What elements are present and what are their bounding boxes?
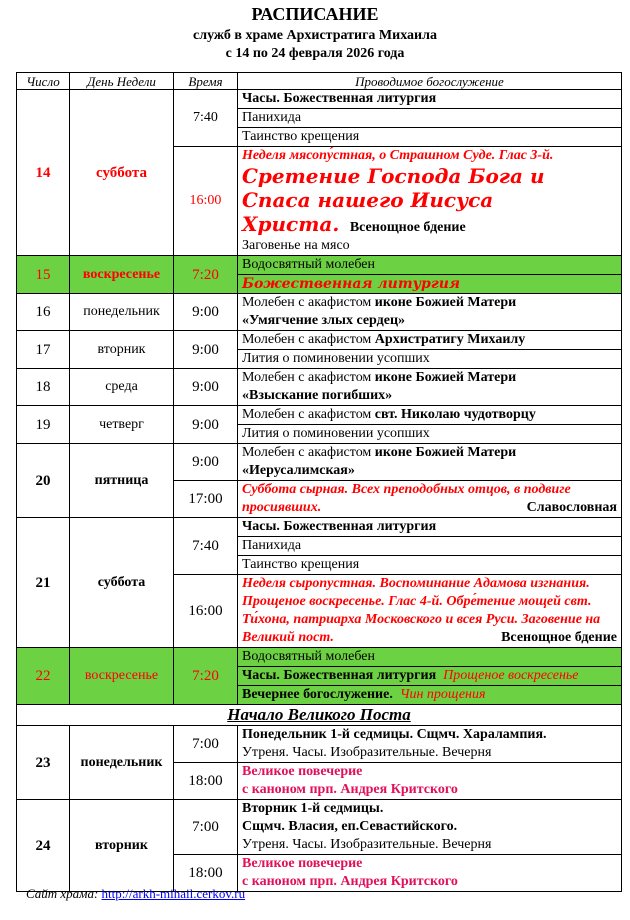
column-header-service: Проводимое богослужение bbox=[238, 73, 622, 90]
date-cell: 21 bbox=[17, 518, 70, 648]
service-feast-note: Прощеное воскресенье bbox=[443, 668, 579, 683]
service-text: с каноном прп. Андрея Критского bbox=[242, 782, 458, 797]
service-cell bbox=[238, 147, 622, 238]
time-cell: 9:00 bbox=[174, 406, 238, 444]
service-text: Вторник 1-й седмицы. bbox=[242, 801, 384, 816]
service-text: Великое повечерие bbox=[242, 764, 363, 779]
service-cell bbox=[238, 444, 622, 481]
time-cell: 9:00 bbox=[174, 294, 238, 331]
schedule-table bbox=[16, 72, 622, 892]
service-vigil: Всенощное бдение bbox=[501, 630, 617, 645]
date-cell: 22 bbox=[17, 648, 70, 705]
service-cell bbox=[238, 667, 622, 686]
service-cell: Водосвятный молебен bbox=[238, 256, 622, 275]
service-text: Молебен с акафистом bbox=[242, 332, 375, 347]
service-cell: Водосвятный молебен bbox=[238, 648, 622, 667]
date-cell: 20 bbox=[17, 444, 70, 518]
service-cell bbox=[238, 294, 622, 331]
time-cell: 7:20 bbox=[174, 256, 238, 294]
service-text: Молебен с акафистом bbox=[242, 407, 375, 422]
service-cell: Таинство крещения bbox=[238, 556, 622, 575]
service-text: Сщмч. Власия, еп.Севастийского. bbox=[242, 819, 458, 834]
service-text: Молебен с акафистом bbox=[242, 445, 375, 460]
table-header-row bbox=[17, 73, 622, 90]
service-cell: Панихида bbox=[238, 537, 622, 556]
service-text: Понедельник 1-й седмицы. Сщмч. Харалампия. bbox=[242, 727, 547, 742]
date-cell: 17 bbox=[17, 331, 70, 369]
table-row bbox=[17, 369, 622, 406]
date-range: с 14 по 24 февраля 2026 года bbox=[225, 46, 405, 61]
date-cell: 19 bbox=[17, 406, 70, 444]
date-cell: 24 bbox=[17, 800, 70, 892]
service-feast-note: Чин прощения bbox=[399, 687, 486, 702]
table-row bbox=[17, 294, 622, 331]
service-feast-note: Неделя мясопу́стная, о Страшном Суде. Глас 3-й. bbox=[242, 148, 554, 163]
weekday-cell: суббота bbox=[70, 90, 174, 256]
time-cell: 17:00 bbox=[174, 481, 238, 518]
time-cell: 7:00 bbox=[174, 800, 238, 855]
time-cell: 7:40 bbox=[174, 90, 238, 147]
service-cell bbox=[238, 331, 622, 350]
weekday-cell: четверг bbox=[70, 406, 174, 444]
weekday-cell: понедельник bbox=[70, 726, 174, 800]
weekday-cell: суббота bbox=[70, 518, 174, 648]
service-cell: Панихида bbox=[238, 109, 622, 128]
service-cell: Заговенье на мясо bbox=[238, 237, 622, 256]
service-cell: Божественная литургия bbox=[238, 275, 622, 294]
service-text: Великое повечерие bbox=[242, 856, 363, 871]
service-cell bbox=[238, 369, 622, 406]
time-cell: 7:40 bbox=[174, 518, 238, 575]
service-text: Часы. Божественная литургия bbox=[242, 668, 437, 683]
service-cell: Часы. Божественная литургия bbox=[238, 518, 622, 537]
page-title: РАСПИСАНИЕ bbox=[251, 4, 379, 24]
service-cell bbox=[238, 800, 622, 855]
service-dedication: Архистратигу Михаилу bbox=[374, 332, 526, 347]
table-row bbox=[17, 800, 622, 855]
weekday-cell: пятница bbox=[70, 444, 174, 518]
service-feast-note: Суббота сырная. Всех преподобных отцов, в подвиге просиявших. bbox=[242, 482, 571, 515]
service-dedication: иконе Божией Матери bbox=[374, 295, 517, 310]
time-cell: 16:00 bbox=[174, 147, 238, 256]
column-header-time: Время bbox=[174, 73, 238, 90]
service-cell bbox=[238, 726, 622, 763]
service-cell bbox=[238, 686, 622, 705]
service-dedication: иконе Божией Матери bbox=[374, 370, 517, 385]
weekday-cell: понедельник bbox=[70, 294, 174, 331]
service-text: Вечернее богослужение. bbox=[242, 687, 393, 702]
date-cell: 15 bbox=[17, 256, 70, 294]
service-cell: Таинство крещения bbox=[238, 128, 622, 147]
weekday-cell: воскресенье bbox=[70, 256, 174, 294]
service-cell bbox=[238, 406, 622, 425]
column-header-weekday: День Недели bbox=[70, 73, 174, 90]
service-text: Молебен с акафистом bbox=[242, 370, 375, 385]
icon-name: «Иерусалимская» bbox=[242, 463, 355, 478]
table-row bbox=[17, 331, 622, 350]
footer-label: Сайт храма: bbox=[26, 886, 99, 901]
service-vigil: Всенощное бдение bbox=[349, 220, 466, 235]
service-dedication: иконе Божией Матери bbox=[374, 445, 517, 460]
date-cell: 23 bbox=[17, 726, 70, 800]
date-cell: 16 bbox=[17, 294, 70, 331]
weekday-cell: среда bbox=[70, 369, 174, 406]
service-cell: Лития о поминовении усопших bbox=[238, 425, 622, 444]
service-text: с каноном прп. Андрея Критского bbox=[242, 874, 458, 889]
service-text: Молебен с акафистом bbox=[242, 295, 375, 310]
time-cell: 18:00 bbox=[174, 763, 238, 800]
time-cell: 9:00 bbox=[174, 331, 238, 369]
table-row bbox=[17, 90, 622, 109]
table-row bbox=[17, 406, 622, 425]
website-link[interactable]: http://arkh-mihail.cerkov.ru bbox=[101, 886, 246, 901]
service-text: Утреня. Часы. Изобразительные. Вечерня bbox=[242, 837, 492, 852]
time-cell: 7:00 bbox=[174, 726, 238, 763]
service-cell: Лития о поминовении усопших bbox=[238, 350, 622, 369]
weekday-cell: воскресенье bbox=[70, 648, 174, 705]
table-row bbox=[17, 648, 622, 667]
service-cell bbox=[238, 855, 622, 892]
time-cell: 9:00 bbox=[174, 444, 238, 481]
time-cell: 7:20 bbox=[174, 648, 238, 705]
table-row bbox=[17, 518, 622, 537]
service-cell bbox=[238, 763, 622, 800]
service-feast-note: Неделя сыропустная. Воспоминание Адамова изгнания. Прощеное воскресенье. Глас 4-й. Обре́тение мощей свт. Ти́хона, патриарха Московского и всея Руси. Заговение на Великий пост. bbox=[242, 576, 601, 645]
service-feast-title: Сретение Господа Бога и Спаса нашего Иисуса Христа. bbox=[242, 164, 545, 236]
page-subtitle: служб в храме Архистратига Михаила bbox=[193, 28, 437, 43]
time-cell: 16:00 bbox=[174, 575, 238, 648]
column-header-date: Число bbox=[17, 73, 70, 90]
table-row bbox=[17, 726, 622, 763]
service-cell bbox=[238, 575, 622, 648]
icon-name: «Умягчение злых сердец» bbox=[242, 313, 406, 328]
time-cell: 18:00 bbox=[174, 855, 238, 892]
service-cell: Часы. Божественная литургия bbox=[238, 90, 622, 109]
service-cell bbox=[238, 481, 622, 518]
table-row bbox=[17, 705, 622, 726]
icon-name: «Взыскание погибших» bbox=[242, 388, 393, 403]
weekday-cell: вторник bbox=[70, 800, 174, 892]
table-row bbox=[17, 444, 622, 481]
time-cell: 9:00 bbox=[174, 369, 238, 406]
date-cell: 18 bbox=[17, 369, 70, 406]
lent-banner: Начало Великого Поста bbox=[17, 705, 622, 726]
table-row bbox=[17, 256, 622, 275]
footer bbox=[26, 886, 245, 902]
weekday-cell: вторник bbox=[70, 331, 174, 369]
service-dedication: свт. Николаю чудотворцу bbox=[374, 407, 536, 422]
service-type: Славословная bbox=[526, 500, 617, 515]
date-cell: 14 bbox=[17, 90, 70, 256]
service-text: Утреня. Часы. Изобразительные. Вечерня bbox=[242, 745, 492, 760]
